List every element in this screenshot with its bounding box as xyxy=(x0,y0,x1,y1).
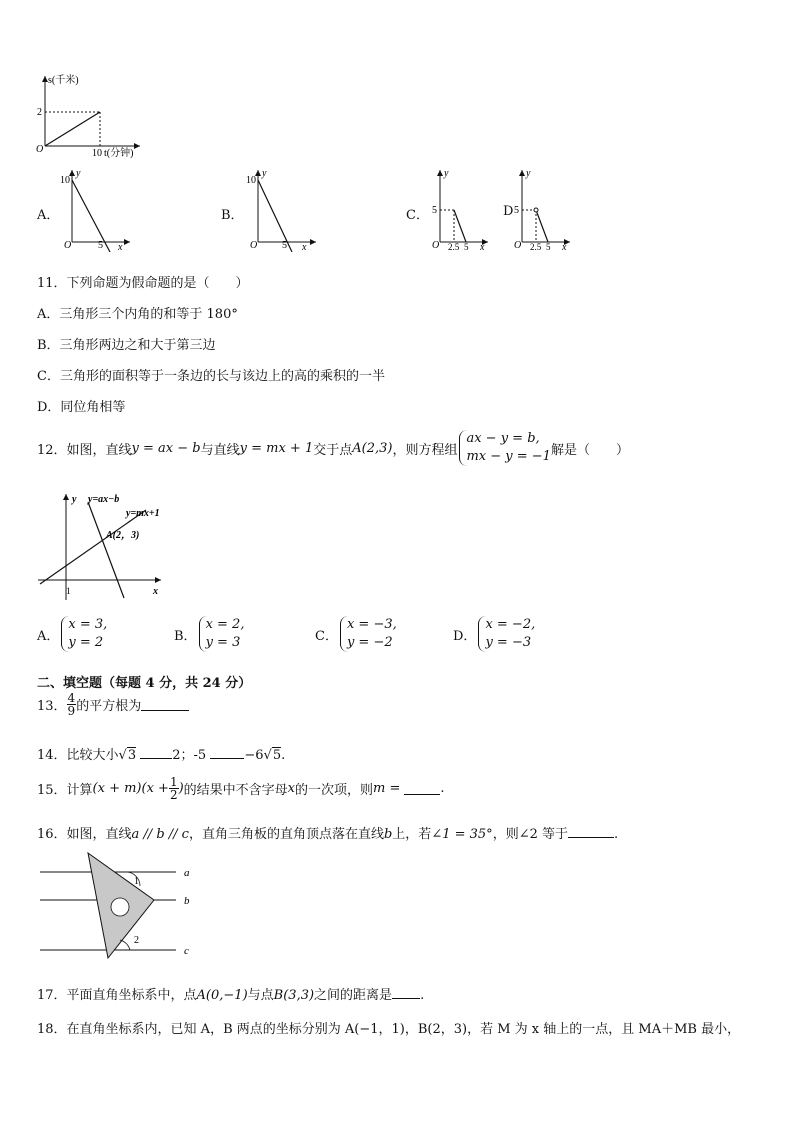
svg-text:10: 10 xyxy=(60,175,70,186)
q12-stem: 12．如图，直线 y = ax − b 与直线 y = mx + 1 交于点 A(2,3) ，则方程组 ax − y = b, mx − y = −1 解是（ ） xyxy=(37,431,629,464)
q11-option-b: B．三角形两边之和大于第三边 xyxy=(37,338,216,353)
svg-text:5: 5 xyxy=(282,240,287,251)
svg-text:c: c xyxy=(184,945,189,957)
q10-option-d-letter: D xyxy=(503,204,514,219)
svg-text:y: y xyxy=(72,494,77,505)
svg-text:x: x xyxy=(562,242,567,252)
svg-text:5: 5 xyxy=(514,205,519,216)
q10-option-d-graph xyxy=(510,166,576,252)
svg-text:5: 5 xyxy=(546,242,551,252)
svg-text:2.5: 2.5 xyxy=(530,242,542,252)
svg-text:5: 5 xyxy=(464,242,469,252)
q10-option-c-graph xyxy=(428,166,494,252)
svg-text:y: y xyxy=(76,168,81,179)
q12-option-c: C． x = −3, y = −2 xyxy=(315,617,397,650)
q17: 17．平面直角坐标系中，点A(0,−1)与点B(3,3)之间的距离是 . xyxy=(37,988,425,1003)
section-2-title: 二、填空题（每题 4 分，共 24 分） xyxy=(37,676,252,691)
q16-figure xyxy=(36,850,206,960)
svg-text:2.5: 2.5 xyxy=(448,242,460,252)
svg-text:x: x xyxy=(118,242,123,252)
q16: 16．如图，直线a // b // c，直角三角板的直角顶点落在直线b上，若∠1 = 35°，则∠2 等于 . xyxy=(37,827,619,842)
svg-text:y: y xyxy=(444,168,449,179)
svg-text:x: x xyxy=(302,242,307,252)
q14: 14．比较大小√3 2；-5 −6√5. xyxy=(37,748,286,763)
st-graph xyxy=(30,72,180,162)
st-xlabel: t(分钟) xyxy=(104,148,134,159)
svg-text:x: x xyxy=(480,242,485,252)
st-origin: O xyxy=(36,144,44,155)
q12-option-a: A． x = 3, y = 2 xyxy=(37,617,108,650)
svg-text:5: 5 xyxy=(98,240,103,251)
svg-text:x: x xyxy=(153,586,158,597)
svg-text:b: b xyxy=(184,895,190,907)
svg-text:O: O xyxy=(514,240,522,251)
svg-text:y=mx+1: y=mx+1 xyxy=(126,508,160,519)
svg-text:y=ax−b: y=ax−b xyxy=(88,494,120,505)
st-ytick: 2 xyxy=(37,107,42,118)
svg-text:a: a xyxy=(184,867,190,879)
q10-option-b-letter: B． xyxy=(221,208,244,223)
svg-text:1: 1 xyxy=(134,876,139,887)
svg-text:A(2，3): A(2，3) xyxy=(106,530,140,541)
q12-option-d: D． x = −2, y = −3 xyxy=(453,617,536,650)
q13: 13． $\frac{4}{9}$ 的平方根为 xyxy=(37,692,189,717)
q11-option-c: C．三角形的面积等于一条边的长与该边上的高的乘积的一半 xyxy=(37,369,385,384)
q12-option-b: B． x = 2, y = 3 xyxy=(174,617,245,650)
q10-option-b-graph xyxy=(244,166,324,252)
svg-text:y: y xyxy=(526,168,531,179)
q18: 18．在直角坐标系内，已知 A，B 两点的坐标分别为 A(−1，1)，B(2，3)，若 M 为 x 轴上的一点，且 MA＋MB 最小， xyxy=(37,1022,741,1037)
q11-option-a: A．三角形三个内角的和等于 180° xyxy=(37,307,238,322)
q11-stem: 11．下列命题为假命题的是（ ） xyxy=(37,276,249,291)
svg-text:y: y xyxy=(262,168,267,179)
st-ylabel: s(千米) xyxy=(48,75,79,86)
q12-equation-system: ax − y = b, mx − y = −1 xyxy=(459,430,550,466)
q11-option-d: D．同位角相等 xyxy=(37,400,126,415)
svg-text:5: 5 xyxy=(432,205,437,216)
q12-figure xyxy=(36,490,171,602)
st-xtick: 10 xyxy=(92,148,102,159)
svg-text:O: O xyxy=(250,240,258,251)
svg-text:O: O xyxy=(64,240,72,251)
q10-option-c-letter: C． xyxy=(406,208,429,223)
q15: 15．计算 (x + m)(x + $\frac{1}{2}$ ) 的结果中不含字母 x 的一次项，则 m = . xyxy=(37,775,445,802)
svg-text:2: 2 xyxy=(134,935,139,946)
q10-option-a-letter: A． xyxy=(37,208,60,223)
svg-text:10: 10 xyxy=(246,175,256,186)
q10-option-a-graph xyxy=(58,166,138,252)
svg-text:O: O xyxy=(432,240,440,251)
svg-text:1: 1 xyxy=(66,586,71,596)
